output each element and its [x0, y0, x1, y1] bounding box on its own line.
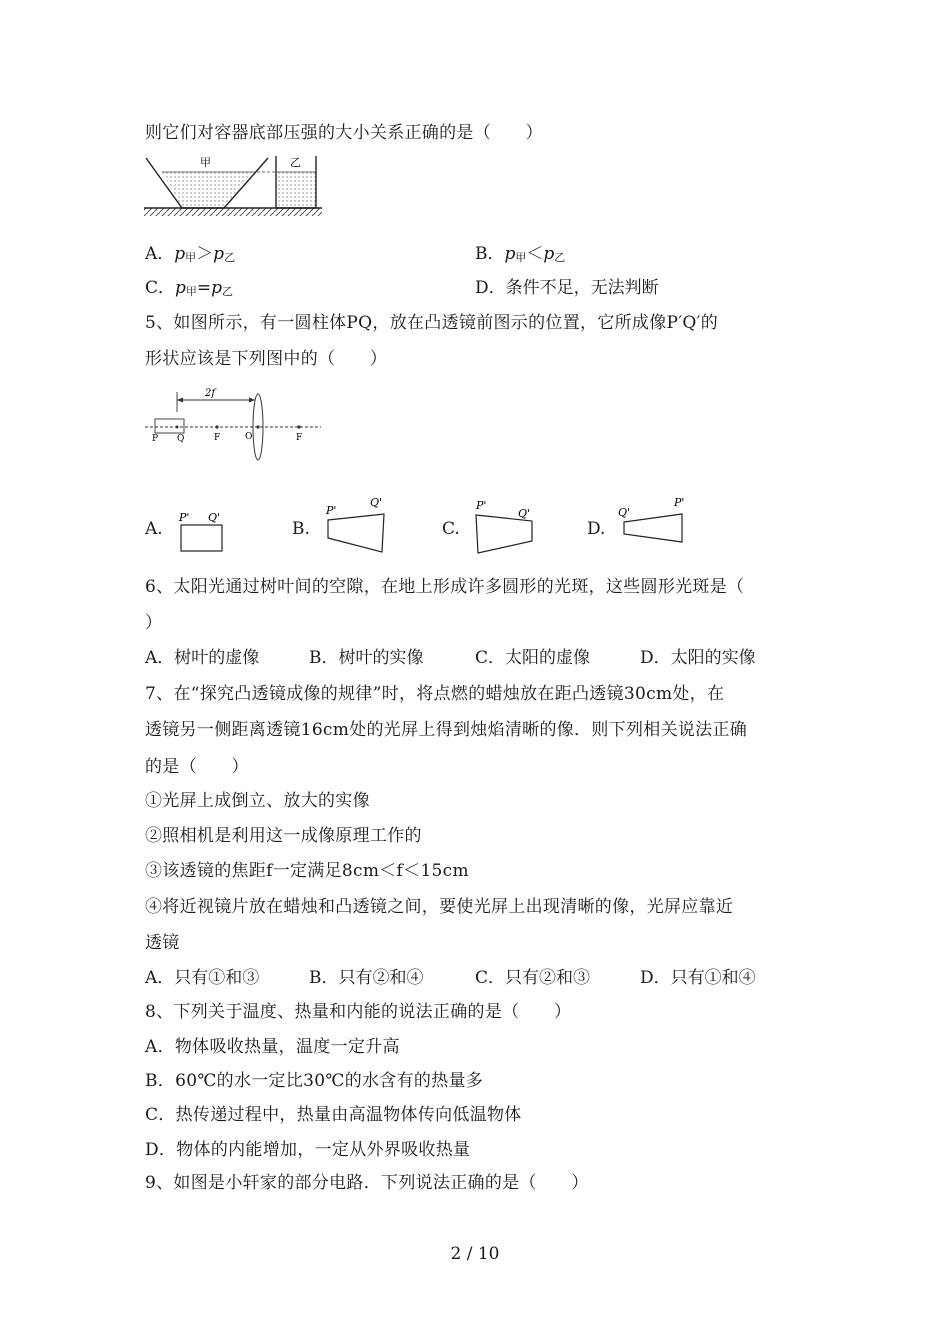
- q6-stem-line2: ）: [145, 613, 163, 633]
- q4-option-b: B．p甲＜p乙: [475, 244, 566, 264]
- label-p: P: [152, 434, 159, 444]
- q8-option-c: C．热传递过程中，热量由高温物体传向低温物体: [145, 1105, 522, 1125]
- q8-option-d: D．物体的内能增加，一定从外界吸收热量: [145, 1140, 471, 1160]
- jia-label: 甲: [200, 156, 211, 169]
- yi-label: 乙: [290, 156, 301, 169]
- focus-left-dot: [215, 425, 218, 428]
- ground-hatch: [144, 208, 322, 216]
- choice-c-shape: [476, 515, 532, 553]
- q5-choice-d-letter: D.: [587, 519, 606, 539]
- q7-statement-4b: 透镜: [145, 933, 180, 953]
- choice-d-shape: [624, 514, 682, 542]
- q7-statement-2: ②照相机是利用这一成像原理工作的: [145, 826, 422, 846]
- q5-choice-b-letter: B.: [292, 519, 310, 539]
- choice-a-p: P': [179, 511, 190, 524]
- dim-arrow-left: [177, 398, 183, 403]
- q9-stem: 9、如图是小轩家的部分电路．下列说法正确的是（ ）: [145, 1173, 589, 1193]
- choice-c-q: Q': [518, 507, 531, 520]
- q6-stem-line1: 6、太阳光通过树叶间的空隙，在地上形成许多圆形的光斑，这些圆形光斑是（: [145, 577, 745, 597]
- q7-stem-line1: 7、在“探究凸透镜成像的规律”时，将点燃的蜡烛放在距凸透镜30cm处，在: [145, 684, 725, 704]
- q4-option-a: A．p甲＞p乙: [145, 244, 236, 264]
- q7-option-d: D．只有①和④: [640, 968, 756, 988]
- choice-d-p: P': [674, 496, 685, 509]
- q4-option-d: D．条件不足，无法判断: [475, 278, 659, 298]
- q5-choice-c-figure: [466, 495, 542, 559]
- dim-arrow-right: [249, 398, 255, 403]
- q5-stem-line2: 形状应该是下列图中的（ ）: [145, 349, 388, 369]
- choice-a-q: Q': [208, 511, 221, 524]
- q6-option-d: D．太阳的实像: [640, 648, 756, 668]
- q4-stem-tail: 则它们对容器底部压强的大小关系正确的是（ ）: [145, 123, 543, 143]
- jia-liquid: [162, 172, 252, 208]
- optical-center-dot: [256, 425, 259, 428]
- q7-option-b: B．只有②和④: [309, 968, 424, 988]
- q5-stem-line1: 5、如图所示，有一圆柱体PQ，放在凸透镜前图示的位置，它所成像P′Q′的: [145, 313, 719, 333]
- q4-option-c: C．p甲=p乙: [145, 278, 234, 298]
- q7-stem-line3: 的是（ ）: [145, 757, 249, 777]
- q6-option-c: C．太阳的虚像: [475, 648, 591, 668]
- label-f-right: F: [296, 433, 303, 443]
- q6-option-a: A．树叶的虚像: [145, 648, 260, 668]
- label-q: Q: [177, 434, 185, 444]
- q5-choice-a-letter: A.: [145, 519, 163, 539]
- q5-choice-a-figure: [170, 503, 240, 555]
- cylinder-pq: [155, 419, 184, 433]
- page-number: 2 / 10: [450, 1244, 500, 1264]
- q7-statement-4a: ④将近视镜片放在蜡烛和凸透镜之间，要使光屏上出现清晰的像，光屏应靠近: [145, 897, 734, 917]
- two-f-label: 2f: [205, 388, 216, 399]
- q4-containers-figure: [142, 152, 327, 220]
- q5-choice-c-letter: C.: [442, 519, 460, 539]
- q7-statement-3: ③该透镜的焦距f一定满足8cm＜f＜15cm: [145, 861, 469, 881]
- q8-stem: 8、下列关于温度、热量和内能的说法正确的是（ ）: [145, 1002, 572, 1022]
- choice-b-q: Q': [370, 496, 383, 509]
- choice-b-shape: [328, 514, 384, 552]
- cylinder-center-dot: [176, 426, 179, 429]
- q8-option-b: B．60℃的水一定比30℃的水含有的热量多: [145, 1071, 484, 1091]
- q7-stem-line2: 透镜另一侧距离透镜16cm处的光屏上得到烛焰清晰的像．则下列相关说法正确: [145, 720, 748, 740]
- label-o: O: [245, 432, 253, 442]
- q8-option-a: A．物体吸收热量，温度一定升高: [145, 1037, 400, 1057]
- q5-choice-b-figure: [318, 492, 393, 556]
- q7-option-c: C．只有②和③: [475, 968, 591, 988]
- yi-liquid: [276, 172, 316, 208]
- q5-choice-d-figure: [614, 492, 694, 556]
- q6-option-b: B．树叶的实像: [309, 648, 424, 668]
- label-f-left: F: [214, 433, 221, 443]
- q7-statement-1: ①光屏上成倒立、放大的实像: [145, 791, 370, 811]
- choice-b-p: P': [326, 504, 337, 517]
- choice-a-shape: [181, 525, 222, 551]
- choice-d-q: Q': [618, 506, 631, 519]
- q5-lens-figure: [143, 384, 323, 466]
- q7-option-a: A．只有①和③: [145, 968, 260, 988]
- choice-c-p: P': [476, 499, 487, 512]
- focus-right-dot: [297, 425, 300, 428]
